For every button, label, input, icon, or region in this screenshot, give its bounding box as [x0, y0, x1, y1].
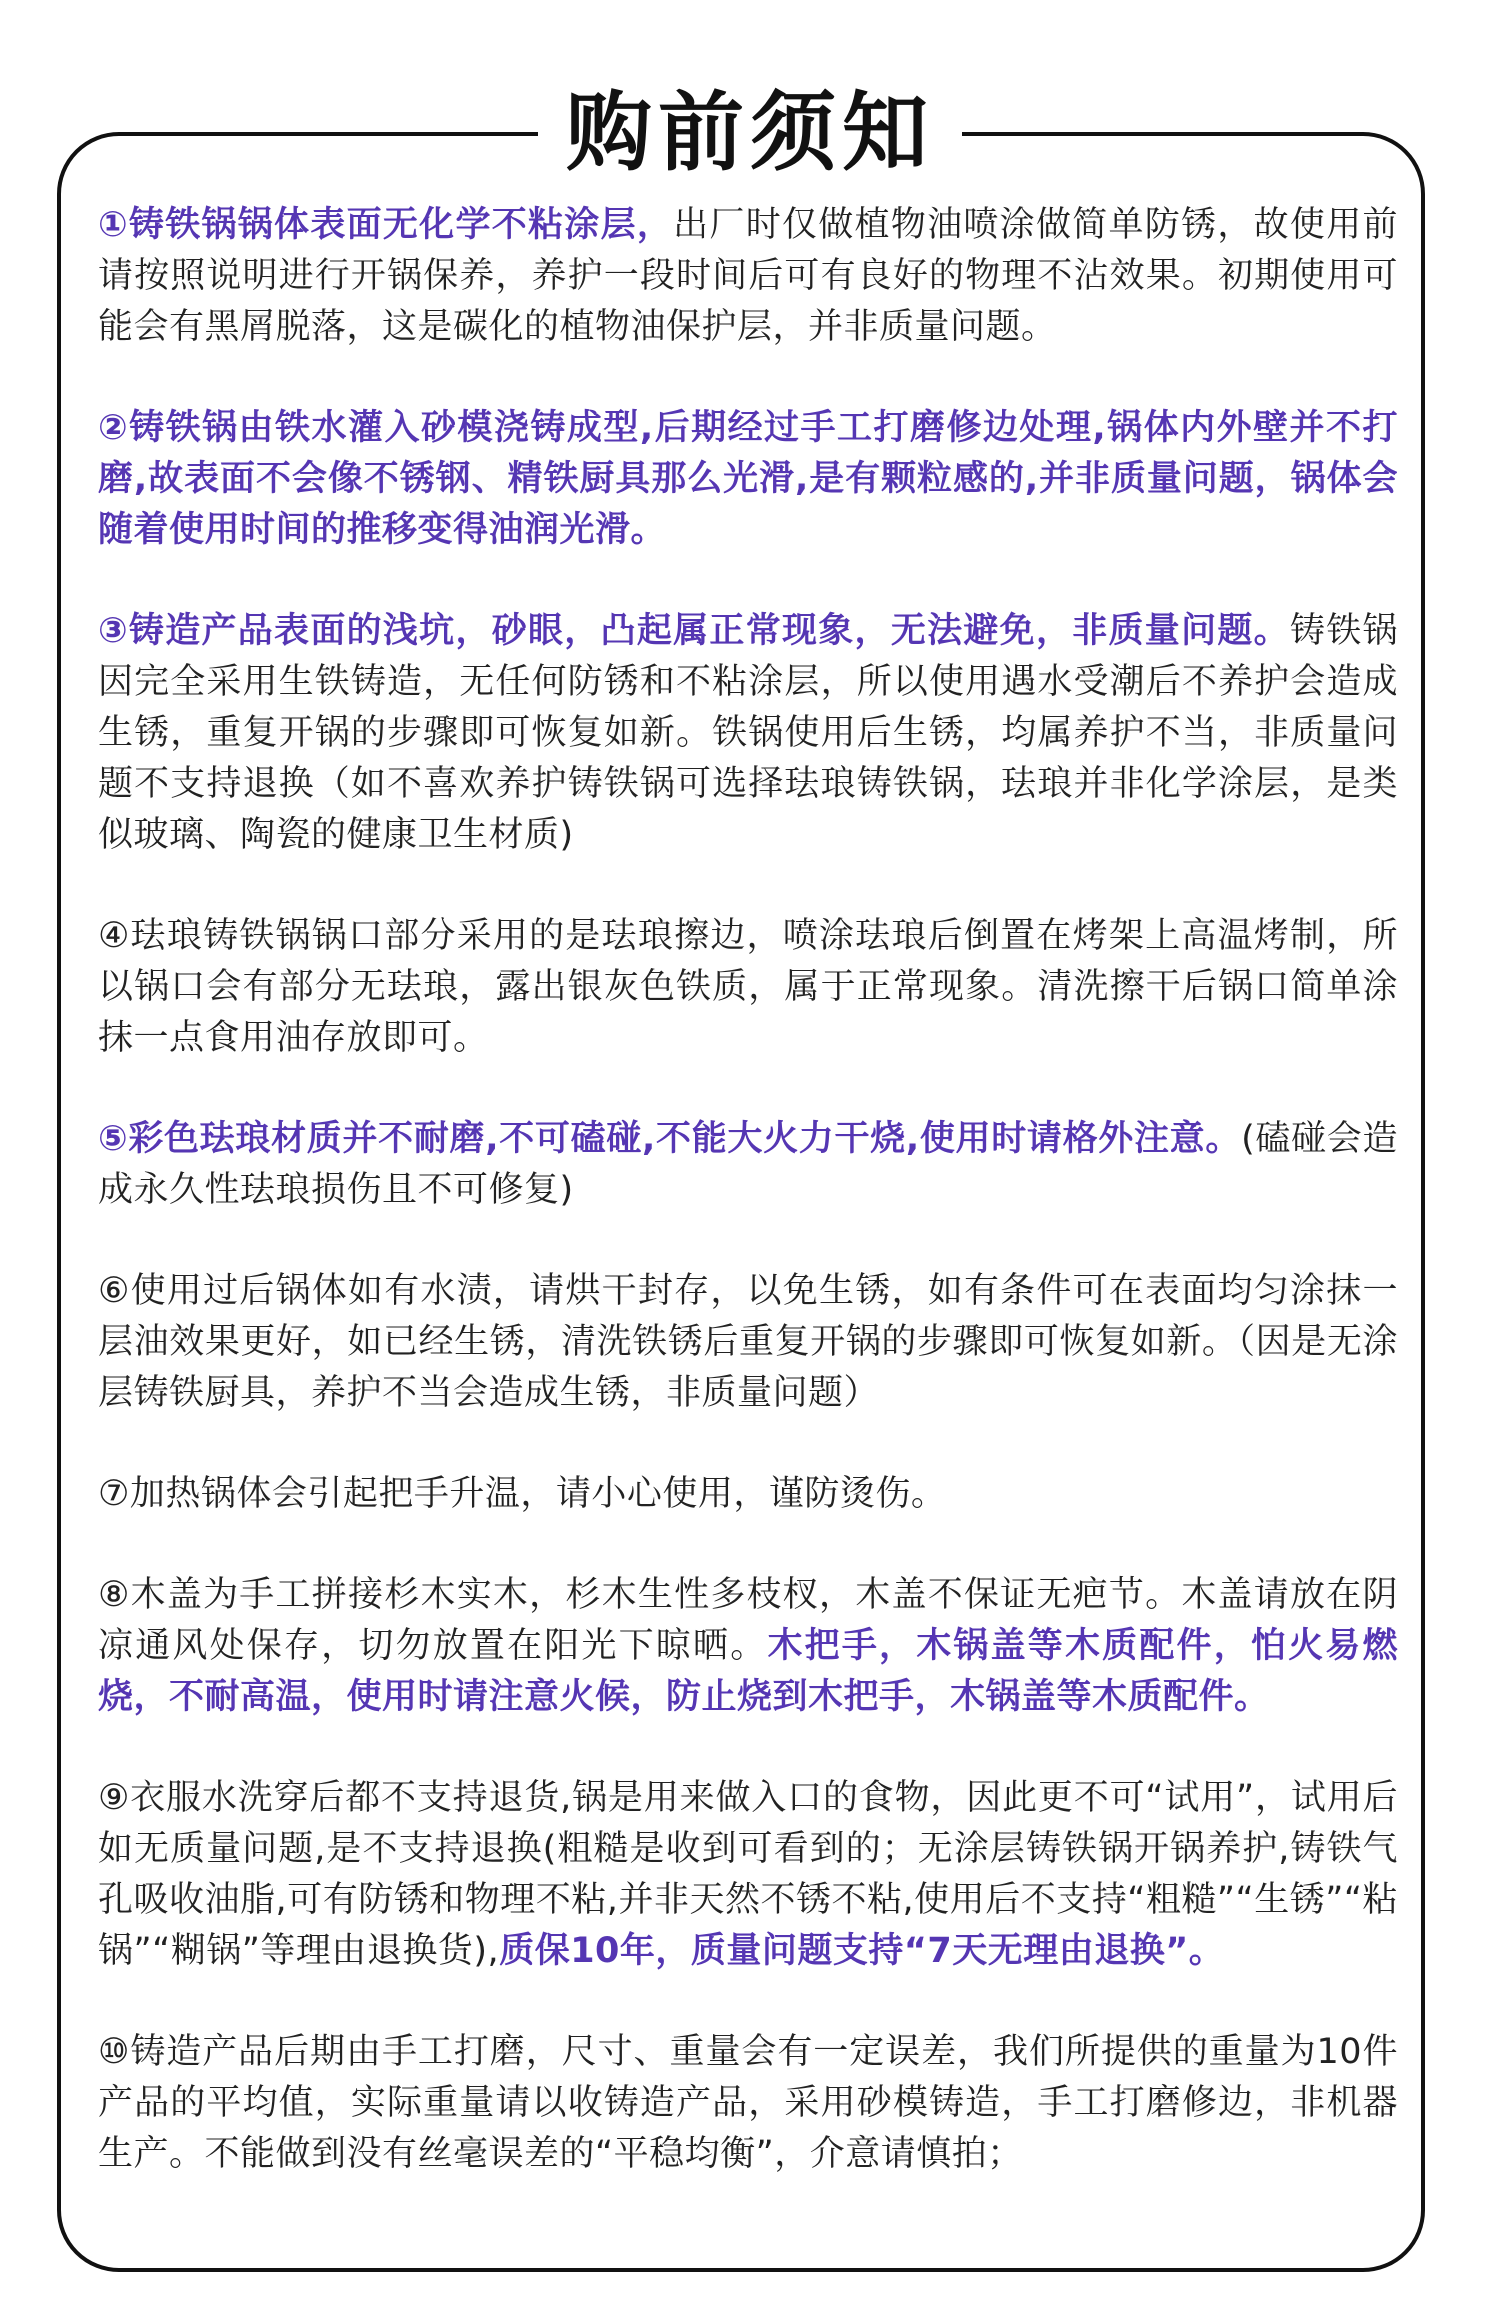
notice-item-1: [98, 200, 1398, 353]
notice-item-10-text: ⑩铸造产品后期由手工打磨，尺寸、重量会有一定误差，我们所提供的重量为10件产品的平均值，实际重量请以收铸造产品，采用砂模铸造，手工打磨修边，非机器生产。不能做到没有丝毫误差的“平稳均衡”，介意请慎拍；: [98, 2032, 1398, 2174]
notice-item-7: [98, 1469, 1398, 1520]
notice-item-1-text: 出厂时仅做植物油喷涂做简单防锈，故使用前请按照说明进行开锅保养，养护一段时间后可有良好的物理不沾效果。初期使用可能会有黑屑脱落，这是碳化的植物油保护层，并非质量问题。: [98, 205, 1398, 347]
page-title: 购前须知: [538, 78, 962, 188]
notice-item-5: [98, 1114, 1398, 1216]
notice-content: [98, 200, 1398, 2180]
notice-item-3: [98, 606, 1398, 861]
notice-item-3-text: 铸铁锅因完全采用生铁铸造，无任何防锈和不粘涂层，所以使用遇水受潮后不养护会造成生锈，重复开锅的步骤即可恢复如新。铁锅使用后生锈，均属养护不当，非质量问题不支持退换（如不喜欢养护铸铁锅可选择珐琅铸铁锅，珐琅并非化学涂层，是类似玻璃、陶瓷的健康卫生材质): [98, 611, 1398, 855]
notice-item-9-text: ⑨衣服水洗穿后都不支持退货,锅是用来做入口的食物，因此更不可“试用”，试用后如无质量问题,是不支持退换(粗糙是收到可看到的；无涂层铸铁锅开锅养护,铸铁气孔吸收油脂,可有防锈和物理不粘,并非天然不锈不粘,使用后不支持“粗糙”“生锈”“粘锅”“糊锅”等理由退换货),: [98, 1778, 1398, 1971]
notice-item-5-text: (磕碰会造成永久性珐琅损伤且不可修复): [98, 1119, 1399, 1210]
notice-item-9: [98, 1773, 1398, 1977]
notice-item-2-highlight: ②铸铁锅由铁水灌入砂模浇铸成型,后期经过手工打磨修边处理,锅体内外壁并不打磨,故表面不会像不锈钢、精铁厨具那么光滑,是有颗粒感的,并非质量问题，锅体会随着使用时间的推移变得油润光滑。: [98, 408, 1398, 550]
notice-item-5-highlight: ⑤彩色珐琅材质并不耐磨,不可磕碰,不能大火力干烧,使用时请格外注意。: [98, 1119, 1242, 1159]
notice-item-4: [98, 911, 1398, 1064]
notice-item-8-text: ⑧木盖为手工拼接杉木实木，杉木生性多枝杈，木盖不保证无疤节。木盖请放在阴凉通风处保存，切勿放置在阳光下晾晒。: [98, 1575, 1398, 1666]
notice-item-7-text: ⑦加热锅体会引起把手升温，请小心使用，谨防烫伤。: [98, 1474, 947, 1514]
notice-item-10: [98, 2027, 1398, 2180]
notice-item-4-text: ④珐琅铸铁锅锅口部分采用的是珐琅擦边，喷涂珐琅后倒置在烤架上高温烤制，所以锅口会有部分无珐琅，露出银灰色铁质，属于正常现象。清洗擦干后锅口简单涂抹一点食用油存放即可。: [98, 916, 1398, 1058]
notice-item-2: [98, 403, 1398, 556]
notice-item-8-highlight: 木把手，木锅盖等木质配件，怕火易燃烧，不耐高温，使用时请注意火候，防止烧到木把手，木锅盖等木质配件。: [98, 1626, 1398, 1717]
notice-item-6-text: ⑥使用过后锅体如有水渍，请烘干封存，以免生锈，如有条件可在表面均匀涂抹一层油效果更好，如已经生锈，清洗铁锈后重复开锅的步骤即可恢复如新。（因是无涂层铸铁厨具，养护不当会造成生锈，非质量问题）: [98, 1271, 1398, 1413]
notice-item-9-highlight: 质保10年，质量问题支持“7天无理由退换”。: [499, 1931, 1225, 1971]
title-wrap: [0, 78, 1500, 188]
notice-item-3-highlight: ③铸造产品表面的浅坑，砂眼，凸起属正常现象，无法避免，非质量问题。: [98, 611, 1290, 651]
notice-item-1-highlight: ①铸铁锅锅体表面无化学不粘涂层，: [98, 205, 674, 245]
notice-item-6: [98, 1266, 1398, 1419]
notice-item-8: [98, 1570, 1398, 1723]
